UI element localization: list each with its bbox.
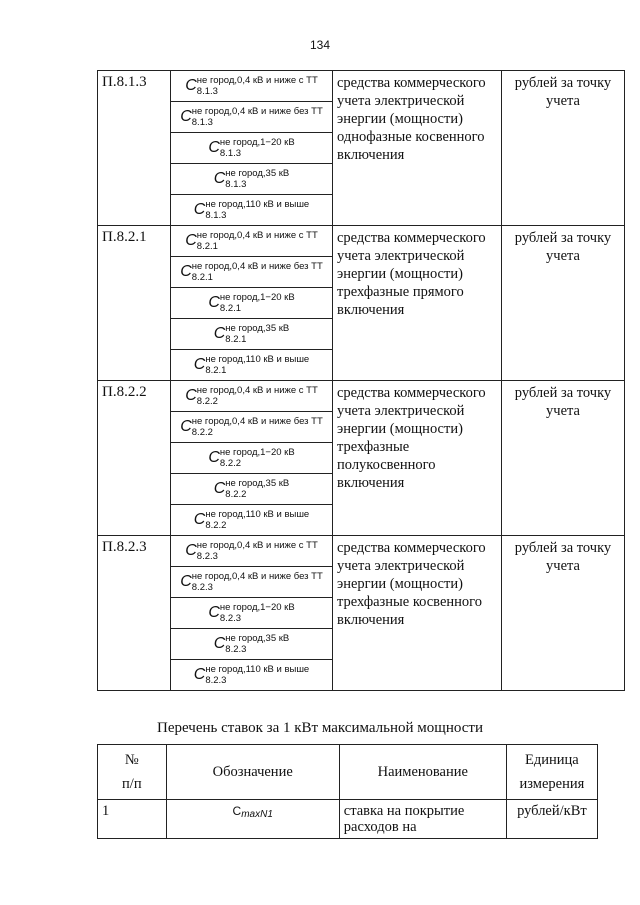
designation-formula <box>194 354 309 376</box>
designation-formula <box>194 199 309 221</box>
designation-superscript: не город,35 кВ <box>225 323 290 334</box>
designation-cell <box>171 288 333 319</box>
designation-cell <box>171 660 333 691</box>
designation-formula <box>185 75 318 97</box>
page-number: 134 <box>309 38 331 52</box>
designation-formula <box>208 292 294 314</box>
designation-superscript: не город,0,4 кВ и ниже без ТТ <box>191 571 323 582</box>
header-unit-bottom: измерения <box>519 776 585 792</box>
item-unit: рублей за точку учета <box>502 71 625 226</box>
designation-letter: C <box>213 325 226 342</box>
designation-cell <box>171 381 333 412</box>
designation-subscript: 8.2.1 <box>205 365 227 376</box>
designation-letter: C <box>193 356 206 373</box>
item-name: средства коммерческого учета электрической энергии (мощности) однофазные косвенного включения <box>333 71 502 226</box>
designation-formula <box>194 509 309 531</box>
rates-heading: Перечень ставок за 1 кВт максимальной мощности <box>157 720 483 736</box>
designation-superscript: не город,110 кВ и выше <box>205 354 310 365</box>
table-row <box>98 226 625 257</box>
designation-formula <box>180 261 323 283</box>
designation-cell <box>171 629 333 660</box>
item-unit: рублей за точку учета <box>502 381 625 536</box>
designation-subscript: 8.2.3 <box>196 551 218 562</box>
designation-cell <box>171 567 333 598</box>
designation-formula <box>214 168 290 190</box>
item-unit: рублей за точку учета <box>502 536 625 691</box>
table-row <box>98 71 625 102</box>
designation-cell <box>171 226 333 257</box>
designation-letter: C <box>208 604 220 621</box>
designation-subscript: 8.2.2 <box>219 458 242 469</box>
designation-subscript: 8.2.3 <box>219 613 242 624</box>
designation-letter: C <box>213 635 226 652</box>
designation-superscript: не город,110 кВ и выше <box>205 664 310 675</box>
row-designation <box>166 800 339 839</box>
designation-subscript: maxN1 <box>241 809 273 820</box>
designation-superscript: не город,0,4 кВ и ниже с ТТ <box>196 75 318 86</box>
designation-cell <box>171 505 333 536</box>
designation-cell <box>171 102 333 133</box>
designation-letter: C <box>180 418 192 435</box>
designation-letter: C <box>185 232 197 249</box>
designation-letter: C <box>232 804 242 818</box>
designation-subscript: 8.2.3 <box>225 644 247 655</box>
designation-formula <box>208 602 294 624</box>
designation-cell <box>171 71 333 102</box>
designation-letter: C <box>193 511 206 528</box>
designation-cell <box>171 257 333 288</box>
designation-cell <box>171 598 333 629</box>
designation-subscript: 8.2.3 <box>191 582 213 593</box>
table-row <box>98 536 625 567</box>
designation-subscript: 8.2.1 <box>196 241 218 252</box>
designation-superscript: не город,35 кВ <box>225 478 290 489</box>
designation-superscript: не город,0,4 кВ и ниже без ТТ <box>191 261 323 272</box>
item-name: средства коммерческого учета электрической энергии (мощности) трехфазные косвенного включения <box>333 536 502 691</box>
designation-letter: C <box>185 387 197 404</box>
designation-subscript: 8.1.3 <box>225 179 247 190</box>
designation-formula <box>180 416 323 438</box>
max-power-rates-table <box>97 744 598 839</box>
item-code: П.8.2.1 <box>98 226 171 381</box>
designation-superscript: не город,1−20 кВ <box>219 602 295 613</box>
item-code: П.8.2.2 <box>98 381 171 536</box>
designation-superscript: не город,0,4 кВ и ниже с ТТ <box>196 385 318 396</box>
designation-superscript: не город,110 кВ и выше <box>205 199 310 210</box>
designation-subscript: 8.2.2 <box>225 489 247 500</box>
designation-letter: C <box>180 108 192 125</box>
designation-formula <box>214 478 290 500</box>
header-num-bottom: п/п <box>122 776 142 792</box>
rates-by-metering-table <box>97 70 625 691</box>
designation-cell <box>171 536 333 567</box>
designation-cell <box>171 474 333 505</box>
designation-cell <box>171 133 333 164</box>
designation-formula <box>180 106 323 128</box>
designation-formula <box>185 540 318 562</box>
designation-subscript: 8.2.1 <box>191 272 213 283</box>
designation-subscript: 8.2.2 <box>205 520 227 531</box>
item-code: П.8.1.3 <box>98 71 171 226</box>
designation-formula <box>185 385 318 407</box>
header-unit-top: Единица <box>525 752 579 768</box>
designation-letter: C <box>193 201 206 218</box>
designation-subscript: 8.1.3 <box>196 86 218 97</box>
designation-subscript: 8.2.2 <box>196 396 218 407</box>
designation-superscript: не город,0,4 кВ и ниже без ТТ <box>191 416 323 427</box>
designation-subscript: 8.2.3 <box>205 675 227 686</box>
header-name: Наименование <box>339 745 506 800</box>
designation-letter: C <box>208 139 220 156</box>
designation-superscript: не город,35 кВ <box>225 633 290 644</box>
designation-superscript: не город,1−20 кВ <box>219 292 295 303</box>
designation-superscript: не город,0,4 кВ и ниже с ТТ <box>196 540 318 551</box>
designation-letter: C <box>180 263 192 280</box>
designation-letter: C <box>208 449 220 466</box>
rates-header-row <box>98 745 598 800</box>
designation-subscript: 8.1.3 <box>205 210 227 221</box>
designation-formula <box>208 447 294 469</box>
designation-cell <box>171 195 333 226</box>
designation-superscript: не город,0,4 кВ и ниже с ТТ <box>196 230 318 241</box>
header-num <box>98 745 167 800</box>
designation-subscript: 8.1.3 <box>219 148 242 159</box>
item-name: средства коммерческого учета электрической энергии (мощности) трехфазные прямого включения <box>333 226 502 381</box>
designation-cell <box>171 443 333 474</box>
designation-letter: C <box>180 573 192 590</box>
row-num: 1 <box>98 800 167 839</box>
designation-letter: C <box>185 542 197 559</box>
table-row <box>98 800 598 839</box>
designation-formula <box>214 633 290 655</box>
designation-formula <box>180 571 323 593</box>
designation-subscript: 8.2.1 <box>219 303 242 314</box>
designation-formula <box>194 664 309 686</box>
designation-cell <box>171 350 333 381</box>
designation-superscript: не город,1−20 кВ <box>219 137 295 148</box>
designation-letter: C <box>185 77 197 94</box>
item-code: П.8.2.3 <box>98 536 171 691</box>
designation-letter: C <box>193 666 206 683</box>
designation-cell <box>171 412 333 443</box>
header-num-top: № <box>124 752 139 768</box>
designation-superscript: не город,0,4 кВ и ниже без ТТ <box>191 106 323 117</box>
designation-letter: C <box>208 294 220 311</box>
item-name: средства коммерческого учета электрической энергии (мощности) трехфазные полукосвенного включения <box>333 381 502 536</box>
designation-letter: C <box>213 480 226 497</box>
table-row <box>98 381 625 412</box>
designation-subscript: 8.1.3 <box>191 117 213 128</box>
header-unit <box>506 745 597 800</box>
designation-formula <box>185 230 318 252</box>
designation-letter: C <box>213 170 226 187</box>
row-name: ставка на покрытие расходов на <box>339 800 506 839</box>
row-unit: рублей/кВт <box>506 800 597 839</box>
item-unit: рублей за точку учета <box>502 226 625 381</box>
designation-superscript: не город,35 кВ <box>225 168 290 179</box>
designation-cell <box>171 319 333 350</box>
designation-formula <box>214 323 290 345</box>
designation-subscript: 8.2.1 <box>225 334 247 345</box>
designation-formula <box>208 137 294 159</box>
designation-subscript: 8.2.2 <box>191 427 213 438</box>
header-designation: Обозначение <box>166 745 339 800</box>
designation-superscript: не город,1−20 кВ <box>219 447 295 458</box>
designation-superscript: не город,110 кВ и выше <box>205 509 310 520</box>
designation-cell <box>171 164 333 195</box>
